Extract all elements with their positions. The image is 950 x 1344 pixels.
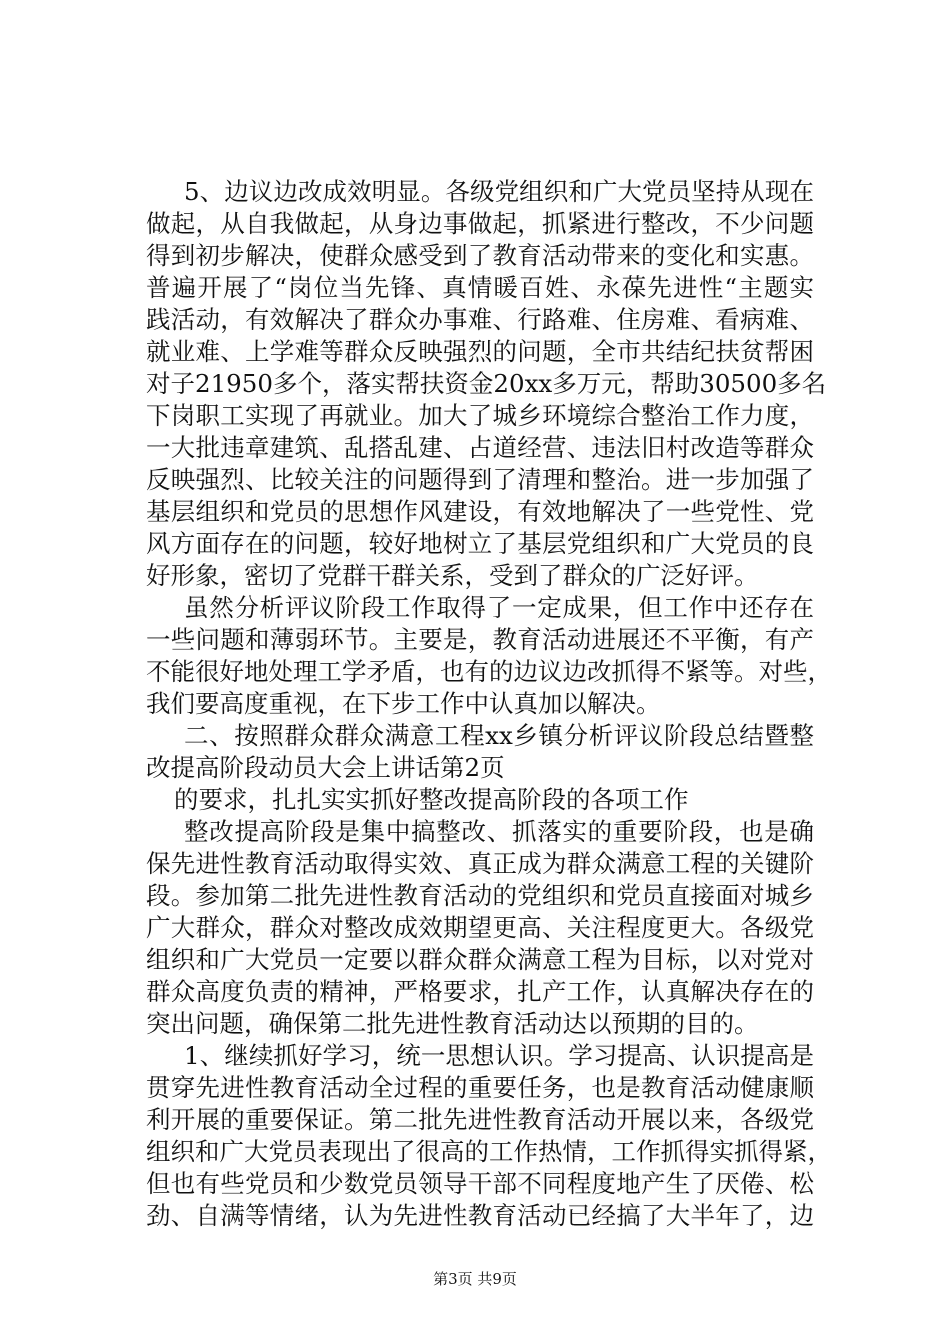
text-line: 普遍开展了“岗位当先锋、真情暖百姓、永葆先进性“主题实 xyxy=(146,273,814,302)
text-line: 践活动，有效解决了群众办事难、行路难、住房难、看病难、 xyxy=(146,305,814,334)
text-line: 下岗职工实现了再就业。加大了城乡环境综合整治工作力度， xyxy=(146,401,814,430)
text-line: 组织和广大党员一定要以群众群众满意工程为目标，以对党对 xyxy=(146,945,814,974)
text-line: 好形象，密切了党群干群关系，受到了群众的广泛好评。 xyxy=(146,561,759,590)
page-footer: 第3页 共9页 xyxy=(433,1270,517,1288)
text-line: 就业难、上学难等群众反映强烈的问题，全市共结纪扶贫帮困 xyxy=(146,337,814,366)
section-heading-line: 二、按照群众群众满意工程xx乡镇分析评议阶段总结暨整 xyxy=(184,721,814,750)
text-line: 反映强烈、比较关注的问题得到了清理和整治。进一步加强了 xyxy=(146,465,814,494)
text-line: 对子21950多个，落实帮扶资金20xx多万元，帮助30500多名 xyxy=(146,369,827,398)
text-line: 群众高度负责的精神，严格要求，扎产工作，认真解决存在的 xyxy=(146,977,814,1006)
text-line: 5、边议边改成效明显。各级党组织和广大党员坚持从现在 xyxy=(184,177,814,206)
text-line: 整改提高阶段是集中搞整改、抓落实的重要阶段，也是确 xyxy=(184,817,814,846)
section-heading-line: 的要求，扎扎实实抓好整改提高阶段的各项工作 xyxy=(174,785,689,814)
text-line: 保先进性教育活动取得实效、真正成为群众满意工程的关键阶 xyxy=(146,849,814,878)
text-line: 不能很好地处理工学矛盾，也有的边议边改抓得不紧等。对些， xyxy=(146,657,832,686)
text-line: 广大群众，群众对整改成效期望更高、关注程度更大。各级党 xyxy=(146,913,814,942)
text-line: 利开展的重要保证。第二批先进性教育活动开展以来，各级党 xyxy=(146,1105,814,1134)
text-line: 风方面存在的问题，较好地树立了基层党组织和广大党员的良 xyxy=(146,529,814,558)
body-text xyxy=(146,176,832,1232)
text-line: 一大批违章建筑、乱搭乱建、占道经营、违法旧村改造等群众 xyxy=(146,433,814,462)
text-line: 基层组织和党员的思想作风建设，有效地解决了一些党性、党 xyxy=(146,497,814,526)
text-line: 组织和广大党员表现出了很高的工作热情，工作抓得实抓得紧， xyxy=(146,1137,832,1166)
text-line: 做起，从自我做起，从身边事做起，抓紧进行整改，不少问题 xyxy=(146,209,814,238)
text-line: 劲、自满等情绪，认为先进性教育活动已经搞了大半年了，边 xyxy=(146,1201,814,1230)
text-line: 但也有些党员和少数党员领导干部不同程度地产生了厌倦、松 xyxy=(146,1169,814,1198)
text-line: 突出问题，确保第二批先进性教育活动达以预期的目的。 xyxy=(146,1009,759,1038)
text-line: 1、继续抓好学习，统一思想认识。学习提高、认识提高是 xyxy=(184,1041,814,1070)
text-line: 贯穿先进性教育活动全过程的重要任务，也是教育活动健康顺 xyxy=(146,1073,814,1102)
text-line: 一些问题和薄弱环节。主要是，教育活动进展还不平衡，有产 xyxy=(146,625,814,654)
text-line: 段。参加第二批先进性教育活动的党组织和党员直接面对城乡 xyxy=(146,881,814,910)
text-line: 得到初步解决，使群众感受到了教育活动带来的变化和实惠。 xyxy=(146,241,814,270)
section-heading-line: 改提高阶段动员大会上讲话第2页 xyxy=(146,753,505,782)
text-line: 虽然分析评议阶段工作取得了一定成果，但工作中还存在 xyxy=(184,593,814,622)
text-line: 我们要高度重视，在下步工作中认真加以解决。 xyxy=(146,689,661,718)
